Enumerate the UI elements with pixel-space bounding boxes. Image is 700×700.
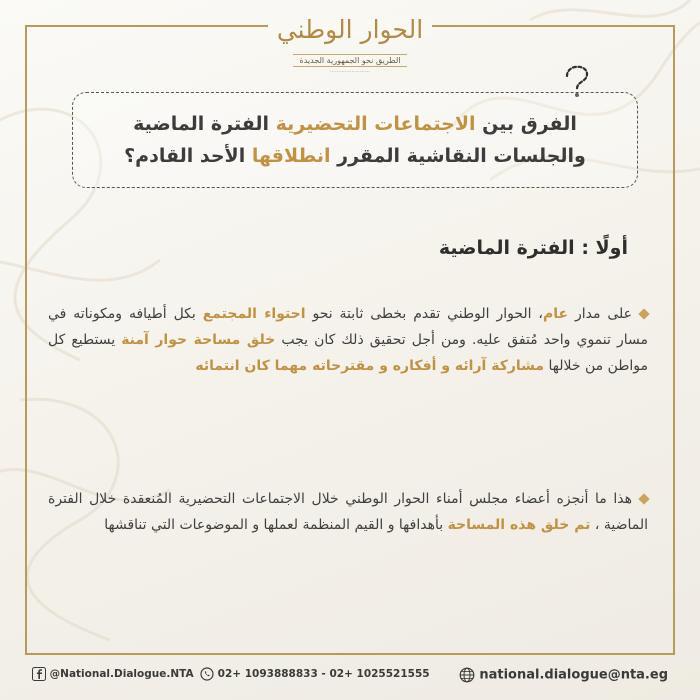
question-segment-accent: انطلاقها — [251, 145, 331, 167]
question-segment-accent: الاجتماعات التحضيرية — [275, 113, 476, 135]
question-segment: الأحد القادم؟ — [124, 145, 252, 167]
paragraph-text: يستطيع كل مواطن من خلالها — [48, 332, 648, 374]
diamond-bullet-icon — [638, 493, 649, 504]
highlight-text: احتواء المجتمع — [202, 306, 306, 322]
question-segment: والجلسات النقاشية المقرر — [330, 145, 586, 167]
logo-underline-ornament: ⋯⋯⋯⋯⋯⋯⋯⋯ — [330, 69, 370, 75]
paragraph-text: بكل أطيافه ومكوناته في مسار تنموي واحد مُتفق عليه. ومن أجل تحقيق ذلك كان يجب — [48, 306, 648, 348]
whatsapp-icon — [200, 667, 214, 681]
question-segment: الفترة الماضية — [133, 113, 276, 135]
section-heading: أولًا : الفترة الماضية — [438, 237, 628, 259]
question-segment: الفرق بين — [475, 113, 577, 135]
paragraph-text: بأهدافها و القيم المنظمة لعملها و الموضوعات التي تناقشها — [104, 517, 448, 533]
diamond-bullet-icon — [638, 308, 649, 319]
paragraph-text: على مدار — [568, 306, 633, 322]
highlight-text: تم خلق هذه المساحة — [447, 517, 591, 533]
footer-email[interactable] — [459, 667, 668, 683]
logo-tagline: الطريق نحو الجمهورية الجديدة — [293, 54, 408, 67]
globe-icon — [459, 667, 475, 683]
facebook-icon — [32, 667, 46, 681]
paragraph-first — [48, 301, 648, 379]
paragraph-text: ، الحوار الوطني تقدم بخطى ثابتة نحو — [305, 306, 543, 322]
highlight-text: عام — [542, 306, 569, 322]
highlight-text: مشاركة آرائه و أفكاره و مقترحاته مهما كان انتمائه — [195, 358, 545, 374]
phone-numbers: 02+ 1093888833 - 02+ 1025521555 — [217, 668, 430, 680]
paragraph-text: هذا ما أنجزه أعضاء مجلس أمناء الحوار الوطني خلال الاجتماعات التحضيرية المُنعقدة خلال الفترة الماضية ، — [48, 491, 648, 533]
national-dialogue-logo — [268, 12, 432, 74]
footer-phones[interactable] — [200, 667, 430, 681]
highlight-text: خلق مساحة حوار آمنة — [121, 332, 276, 348]
email-address: national.dialogue@nta.eg — [479, 667, 668, 683]
footer-facebook[interactable] — [32, 667, 194, 681]
question-title — [72, 108, 638, 172]
facebook-handle: @National.Dialogue.NTA — [49, 668, 194, 680]
paragraph-second — [48, 486, 648, 538]
logo-calligraphy: الحوار الوطني — [276, 15, 424, 44]
